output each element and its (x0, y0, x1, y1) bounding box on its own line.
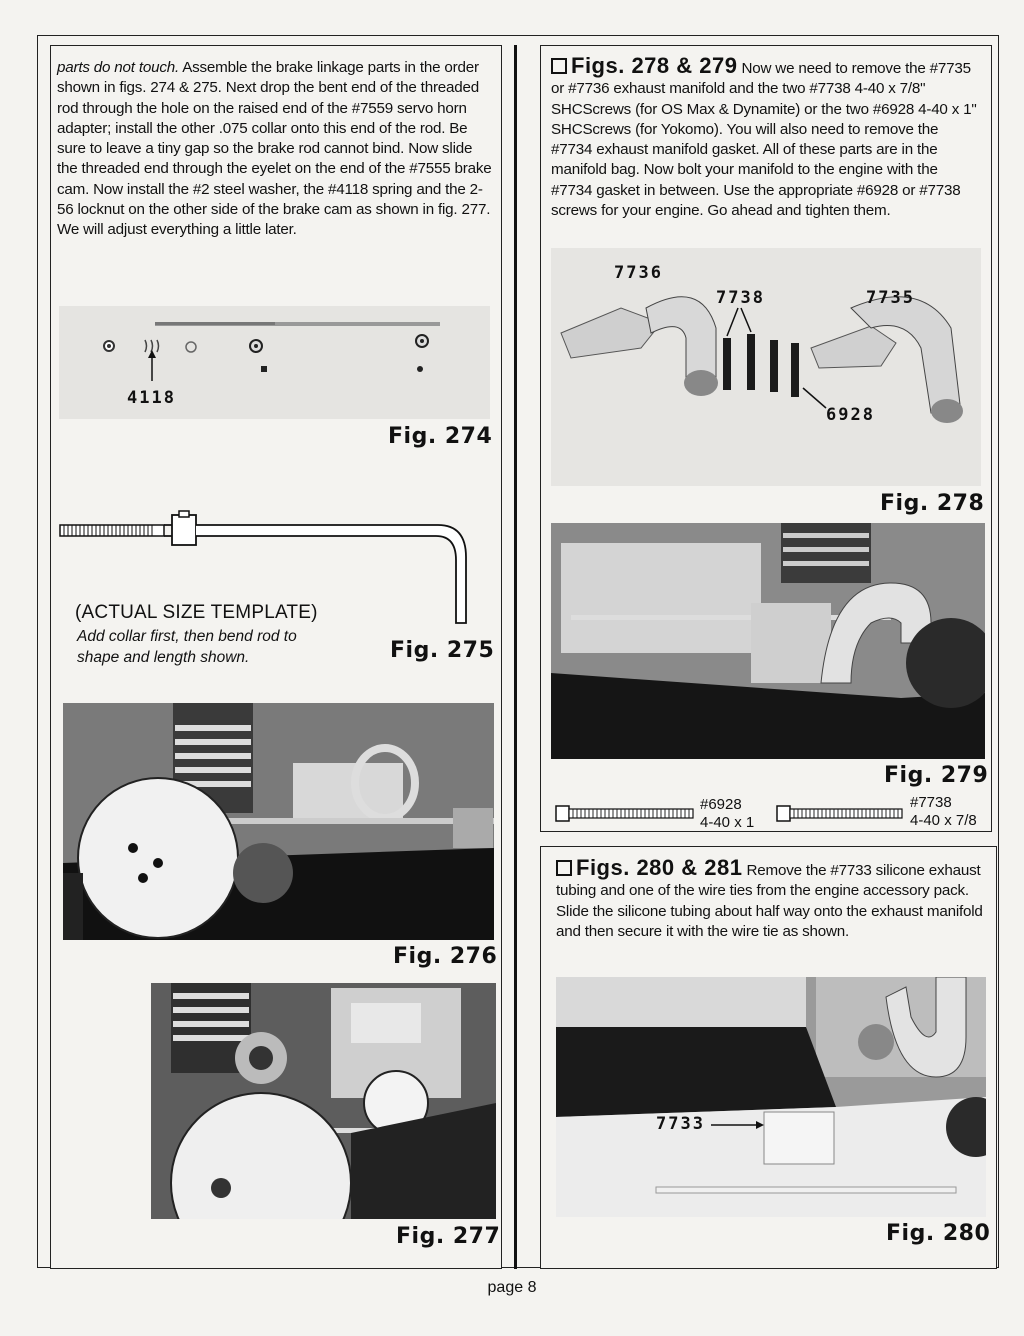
section2-paragraph (556, 855, 986, 942)
section1-text: Now we need to remove the #7735 or #7736 exhaust manifold and the two #7738 4-40 x 7/8" SHCScrews (for OS Max & Dynamite) or the two #6928 4-40 x 1" SHCScrews (for Yokomo). You will also need to remove the #7734 exhaust manifold gasket. All of these parts are in the manifold bag. Now bolt your manifold to the engine with the #7734 gasket in between. Use the appropriate #6928 or #7738 screws for your engine. Go ahead and tighten them. (551, 60, 977, 220)
column-divider (514, 45, 517, 1269)
screw-6928-template (555, 803, 695, 825)
page-number: page 8 (487, 1279, 537, 1296)
fig279-photo (551, 523, 985, 759)
screw-7738-part: #7738 (910, 794, 952, 811)
fig275-rod-drawing (58, 505, 478, 645)
fig274-label: Fig. 274 (388, 424, 493, 449)
section1-heading: Figs. 278 & 279 (571, 53, 738, 78)
fig278-label: Fig. 278 (880, 491, 985, 516)
section2-checkbox[interactable] (556, 860, 572, 876)
fig274-part-label: 4118 (127, 388, 176, 408)
fig275-template-note-1: Add collar first, then bend rod to (77, 628, 297, 645)
fig275-label: Fig. 275 (390, 638, 495, 663)
fig277-label: Fig. 277 (396, 1224, 501, 1249)
fig278-part-7736: 7736 (614, 263, 663, 283)
screw-6928-part: #6928 (700, 796, 742, 813)
intro-italic: parts do not touch. (57, 59, 180, 76)
section1-paragraph (551, 53, 981, 221)
screw-7738-template (776, 803, 904, 825)
fig280-part-label: 7733 (656, 1114, 705, 1134)
section2-text: Remove the #7733 silicone exhaust tubing and one of the wire ties from the engine accessory pack. Slide the silicone tubing about half way onto the exhaust manifold and then secure it with the wire tie as shown. (556, 862, 983, 940)
fig277-photo (151, 983, 496, 1219)
fig278-part-6928: 6928 (826, 405, 875, 425)
fig274-photo (59, 306, 490, 419)
fig278-photo (551, 248, 981, 486)
section1-checkbox[interactable] (551, 58, 567, 74)
fig276-photo (63, 703, 494, 940)
intro-text: Assemble the brake linkage parts in the order shown in figs. 274 & 275. Next drop the bent end of the threaded rod through the hole on the raised end of the #7559 servo horn adapter; install the other .075 collar onto this end of the rod. Be sure to leave a tiny gap so the brake rod cannot bind. Now slide the threaded end through the eyelet on the end of the #7555 brake cam. Now install the #2 steel washer, the #4118 spring and the 2-56 locknut on the other side of the brake cam as shown in fig. 277. We will adjust everything a little later. (57, 59, 492, 239)
fig278-part-7735: 7735 (866, 288, 915, 308)
fig278-part-7738: 7738 (716, 288, 765, 308)
left-intro-paragraph (57, 58, 495, 241)
fig276-label: Fig. 276 (393, 944, 498, 969)
screw-7738-size: 4-40 x 7/8 (910, 812, 977, 829)
fig279-label: Fig. 279 (884, 763, 989, 788)
screw-6928-size: 4-40 x 1 (700, 814, 755, 831)
section2-heading: Figs. 280 & 281 (576, 855, 743, 880)
fig275-template-title: (ACTUAL SIZE TEMPLATE) (75, 602, 318, 623)
fig280-label: Fig. 280 (886, 1221, 991, 1246)
fig275-template-note-2: shape and length shown. (77, 649, 250, 666)
fig280-photo (556, 977, 986, 1217)
